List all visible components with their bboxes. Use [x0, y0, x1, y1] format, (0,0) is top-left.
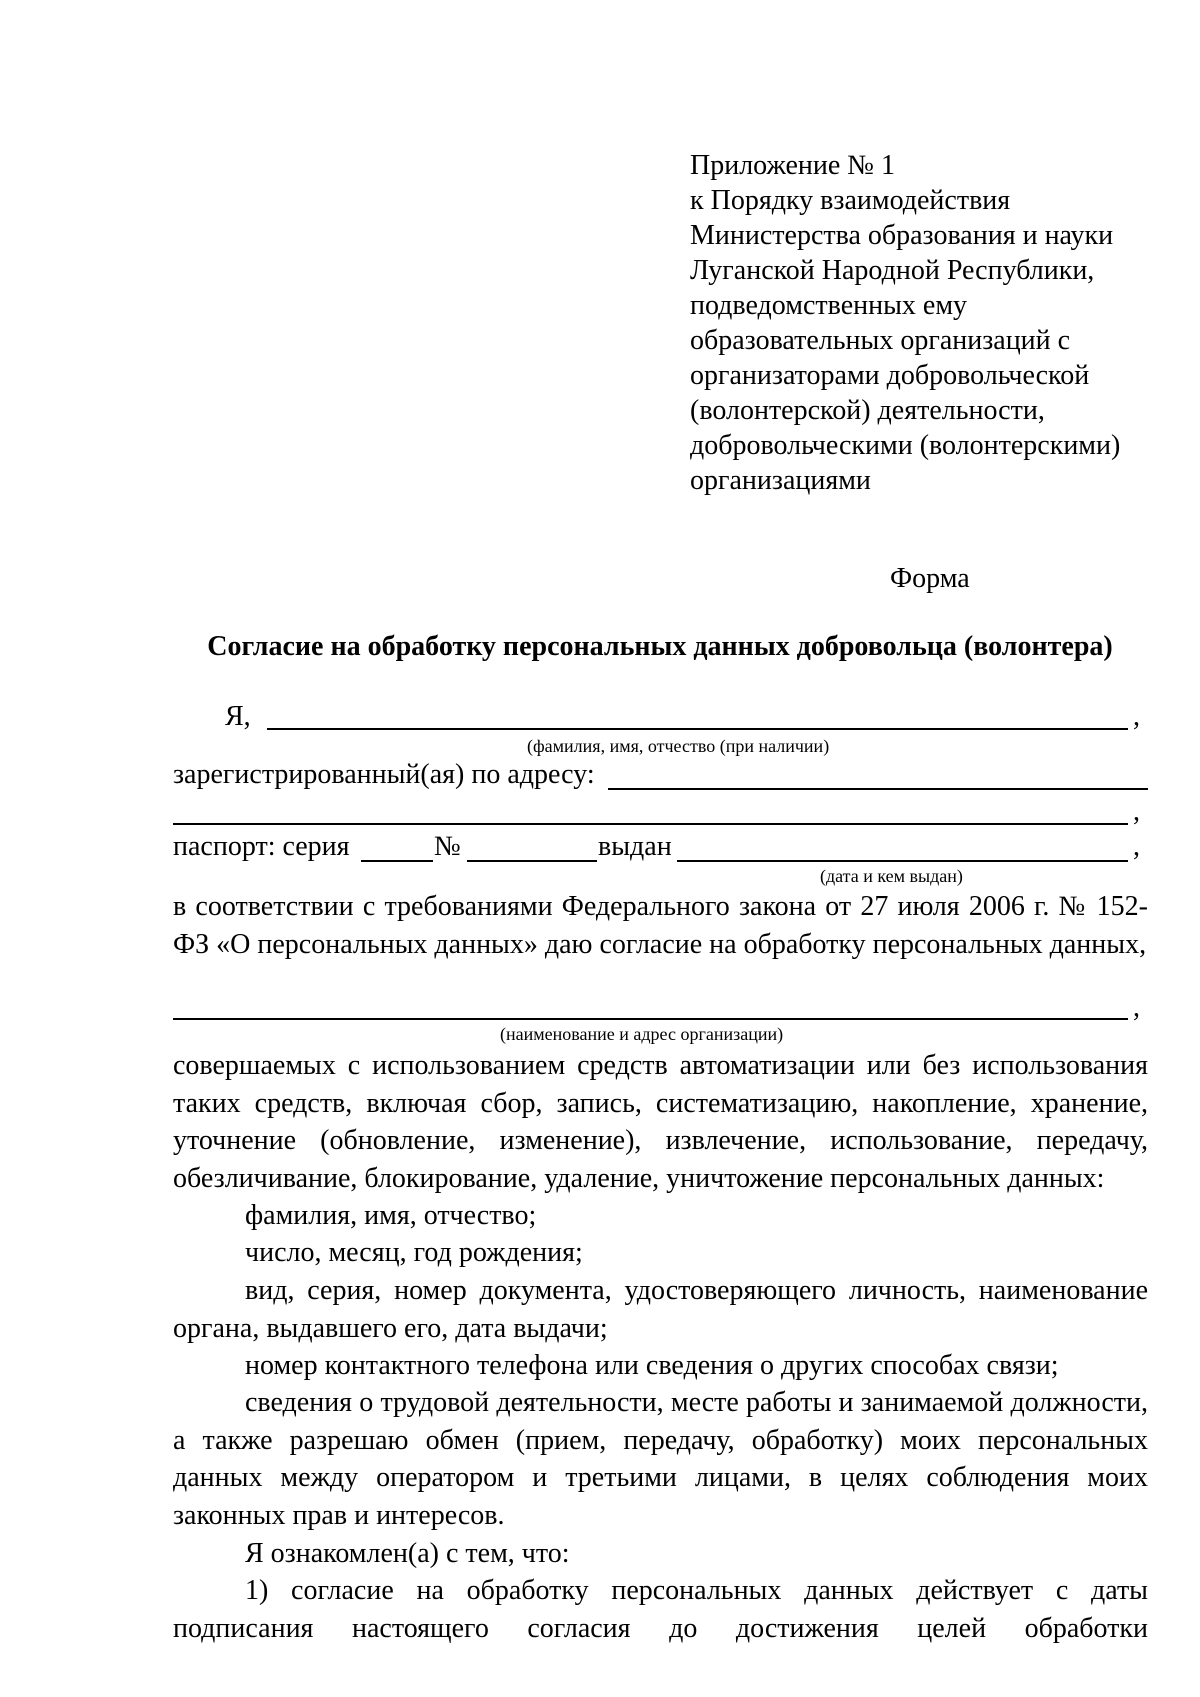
fio-field[interactable]: [267, 728, 1128, 730]
number-sign: №: [434, 831, 461, 862]
acknowledge-line: Я ознакомлен(а) с тем, что:: [245, 1538, 570, 1569]
passport-issued-field[interactable]: [677, 860, 1128, 862]
actions-paragraph: совершаемых с использованием средств автоматизации или без использования таких средств, включая сбор, запись, систематизацию, накопление, хранение, уточнение (обновление, изменение), извлечение, использование, передачу, обезличивание, блокирование, удаление, уничтожение персональных данных:: [173, 1050, 1148, 1194]
comma: ,: [1133, 701, 1140, 732]
header-line: подведомственных ему: [690, 290, 968, 321]
header-line: к Порядку взаимодействия: [690, 185, 1011, 216]
i-prefix: Я,: [225, 701, 251, 732]
header-line: Министерства образования и науки: [690, 220, 1114, 251]
fio-caption: (фамилия, имя, отчество (при наличии): [527, 736, 830, 756]
address-field[interactable]: [608, 788, 1148, 790]
org-caption: (наименование и адрес организации): [500, 1024, 784, 1044]
appendix-header: [690, 148, 1160, 498]
item-fio: фамилия, имя, отчество;: [245, 1200, 537, 1231]
item-document: вид, серия, номер документа, удостоверяющего личность, наименование органа, выдавшего его, дата выдачи;: [173, 1275, 1148, 1344]
document-title: Согласие на обработку персональных данных добровольца (волонтера): [207, 631, 1113, 662]
organization-field[interactable]: [173, 1018, 1128, 1020]
issued-label: выдан: [598, 831, 672, 862]
comma: ,: [1133, 796, 1140, 827]
item-work: сведения о трудовой деятельности, месте работы и занимаемой должности, а также разрешаю обмен (прием, передачу, обработку) моих персональных данных между оператором и третьими лицами, в целях соблюдения моих законных прав и интересов.: [173, 1387, 1148, 1531]
header-line: (волонтерской) деятельности,: [690, 395, 1045, 426]
header-line: организаторами добровольческой: [690, 360, 1090, 391]
point-1: 1) согласие на обработку персональных данных действует с даты подписания настоящего согласия до достижения целей обработки: [173, 1575, 1148, 1644]
item-phone: номер контактного телефона или сведения о других способах связи;: [245, 1350, 1059, 1381]
header-line: добровольческими (волонтерскими): [690, 430, 1121, 461]
header-line: Приложение № 1: [690, 150, 895, 181]
header-line: Луганской Народной Республики,: [690, 255, 1095, 286]
header-line: образовательных организаций с: [690, 325, 1071, 356]
address-field-continued[interactable]: [173, 823, 1128, 825]
address-label: зарегистрированный(ая) по адресу:: [173, 759, 595, 790]
form-label: Форма: [890, 563, 970, 594]
passport-series-field[interactable]: [361, 860, 433, 862]
item-birth: число, месяц, год рождения;: [245, 1237, 583, 1268]
issued-caption: (дата и кем выдан): [820, 866, 963, 886]
passport-number-field[interactable]: [467, 860, 597, 862]
passport-label: паспорт: серия: [173, 831, 350, 862]
comma: ,: [1133, 992, 1140, 1023]
comma: ,: [1133, 831, 1140, 862]
law-paragraph: в соответствии с требованиями Федерального закона от 27 июля 2006 г. № 152-ФЗ «О персональных данных» даю согласие на обработку персональных данных,: [173, 891, 1148, 960]
header-line: организациями: [690, 465, 871, 496]
